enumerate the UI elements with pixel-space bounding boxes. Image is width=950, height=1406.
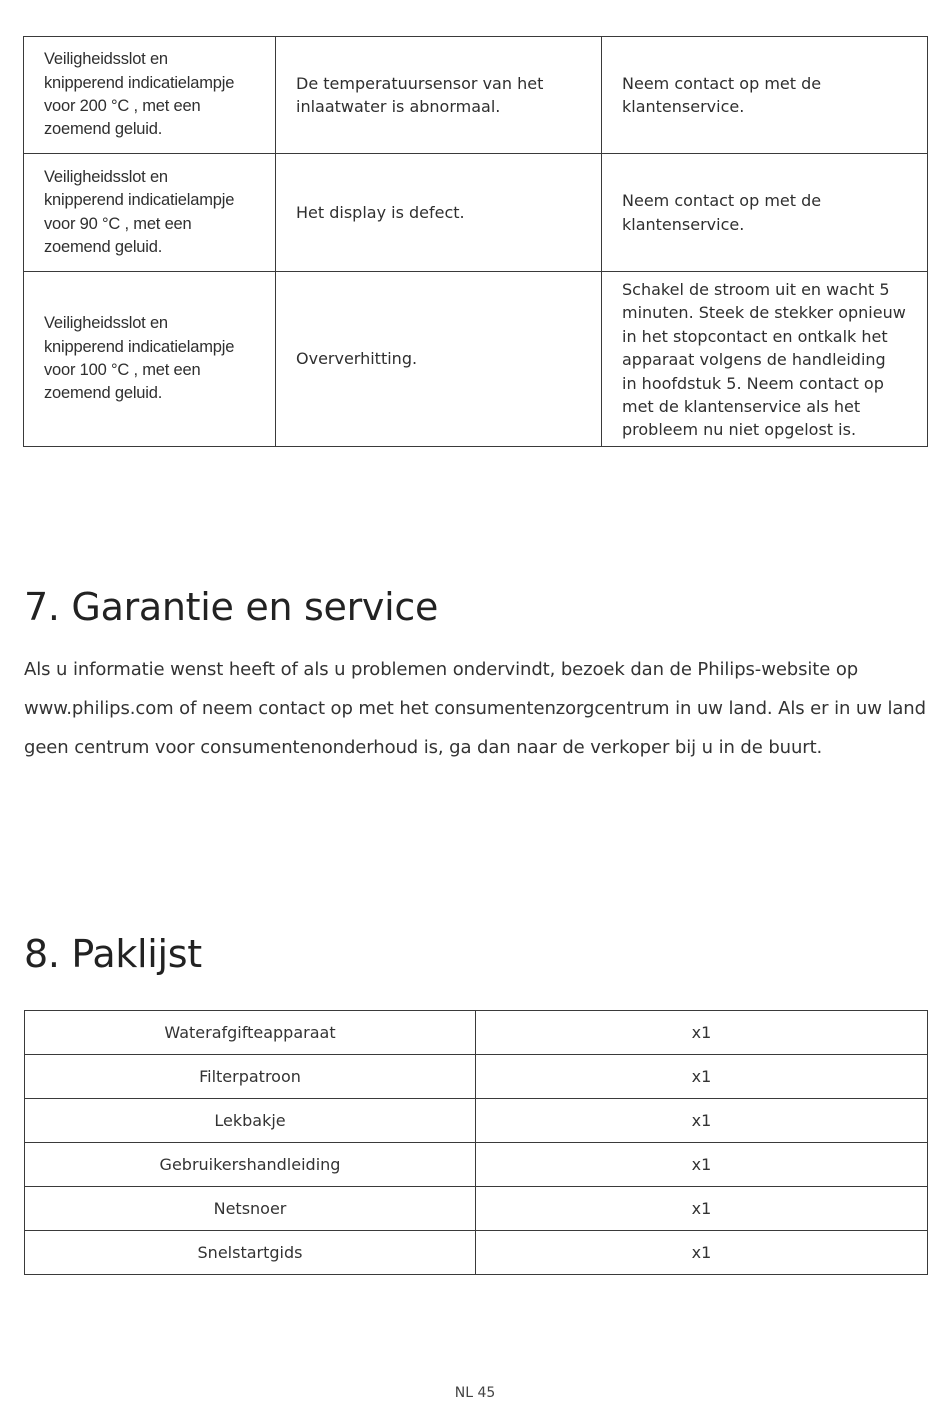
item-name: Netsnoer bbox=[25, 1187, 476, 1231]
item-quantity: x1 bbox=[476, 1187, 928, 1231]
item-name: Lekbakje bbox=[25, 1099, 476, 1143]
table-row bbox=[25, 1143, 928, 1187]
solution-cell: Neem contact op met de klantenservice. bbox=[602, 37, 928, 154]
item-quantity: x1 bbox=[476, 1099, 928, 1143]
item-name: Gebruikershandleiding bbox=[25, 1143, 476, 1187]
indicator-cell: Veiligheidsslot en knipperend indicatielampje voor 200 °C , met een zoemend geluid. bbox=[24, 37, 276, 154]
indicator-cell: Veiligheidsslot en knipperend indicatielampje voor 100 °C , met een zoemend geluid. bbox=[24, 272, 276, 447]
item-quantity: x1 bbox=[476, 1143, 928, 1187]
cause-cell: Oververhitting. bbox=[276, 272, 602, 447]
item-quantity: x1 bbox=[476, 1231, 928, 1275]
cause-cell: Het display is defect. bbox=[276, 154, 602, 272]
indicator-cell: Veiligheidsslot en knipperend indicatielampje voor 90 °C , met een zoemend geluid. bbox=[24, 154, 276, 272]
troubleshooting-table bbox=[23, 36, 928, 447]
packing-list-table bbox=[24, 1010, 928, 1275]
table-row bbox=[25, 1055, 928, 1099]
table-row bbox=[25, 1011, 928, 1055]
cause-cell: De temperatuursensor van het inlaatwater is abnormaal. bbox=[276, 37, 602, 154]
troubleshooting-row bbox=[24, 154, 928, 272]
item-quantity: x1 bbox=[476, 1055, 928, 1099]
packing-list-heading: 8. Paklijst bbox=[24, 932, 202, 976]
item-quantity: x1 bbox=[476, 1011, 928, 1055]
warranty-paragraph: Als u informatie wenst heeft of als u problemen ondervindt, bezoek dan de Philips-website op www.philips.com of neem contact op met het consumentenzorgcentrum in uw land. Als er in uw land geen centrum voor consumentenonderhoud is, ga dan naar de verkoper bij u in de buurt. bbox=[24, 659, 926, 758]
solution-cell: Schakel de stroom uit en wacht 5 minuten. Steek de stekker opnieuw in het stopcontact en ontkalk het apparaat volgens de handleiding in hoofdstuk 5. Neem contact op met de klantenservice als het probleem nu niet opgelost is. bbox=[602, 272, 928, 447]
table-row bbox=[25, 1231, 928, 1275]
warranty-heading: 7. Garantie en service bbox=[24, 585, 439, 629]
item-name: Filterpatroon bbox=[25, 1055, 476, 1099]
table-row bbox=[25, 1187, 928, 1231]
page-number: NL 45 bbox=[454, 1385, 496, 1401]
table-row bbox=[25, 1099, 928, 1143]
troubleshooting-row bbox=[24, 37, 928, 154]
item-name: Snelstartgids bbox=[25, 1231, 476, 1275]
item-name: Waterafgifteapparaat bbox=[25, 1011, 476, 1055]
troubleshooting-row bbox=[24, 272, 928, 447]
solution-cell: Neem contact op met de klantenservice. bbox=[602, 154, 928, 272]
